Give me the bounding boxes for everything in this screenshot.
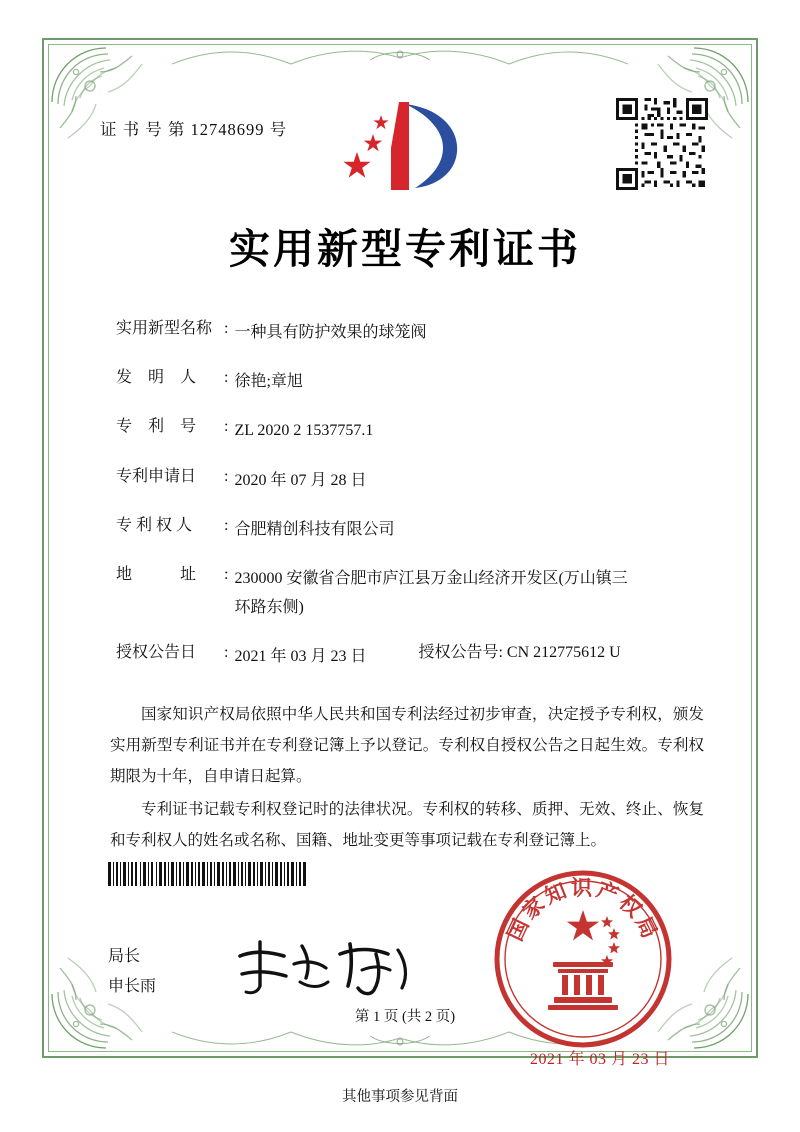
field-label: 发 明 人 [116,369,197,387]
field-label: 实用新型名称 [116,320,213,337]
certificate-number: 证 书 号 第 12748699 号 [100,120,288,139]
field-value-utility-model-name: 一种具有防护效果的球笼阀 [234,324,427,341]
svg-text:国家知识产权局: 国家知识产权局 [501,875,665,945]
field-value-patentee: 合肥精创科技有限公司 [234,520,395,538]
field-colon: : [224,516,229,534]
field-list [100,321,710,669]
field-colon: : [224,467,229,485]
qr-code-icon [616,98,708,190]
field-value-application-date: 2020 年 07 月 28 日 [234,471,367,489]
handwritten-signature-icon [230,930,430,1000]
certificate-header [100,92,710,202]
seal-date: 2021 年 03 月 23 日 [529,1051,670,1068]
field-label: 专利申请日 [116,467,197,485]
field-row-grant-announcement [116,645,710,668]
legal-text [100,699,710,856]
address-line-2: 环路东侧) [234,599,304,617]
field-label: 专 利 号 [116,418,197,436]
field-colon: : [224,565,229,583]
field-value-patent-number: ZL 2020 2 1537757.1 [234,422,374,440]
field-label-grant-number: 授权公告号: [418,644,503,662]
page-title: 实用新型专利证书 [229,225,581,273]
footer-note: 其他事项参见背面 [342,1089,458,1105]
field-row-application-date [116,469,710,492]
field-colon: : [224,369,229,387]
field-label-grant-date: 授权公告日 [116,644,197,662]
field-value-grant-number: CN 212775612 U [506,644,621,662]
legal-paragraph-2: 专利证书记载专利权登记时的法律状况。专利权的转移、质押、无效、终止、恢复和专利权人的姓名或名称、国籍、地址变更等事项记载在专利登记簿上。 [110,800,704,849]
page-number: 第 1 页 (共 2 页) [354,1009,456,1025]
field-label: 地 址 [116,565,197,583]
signature-block [108,942,156,1001]
field-row-patentee [116,518,710,541]
field-value-address [234,567,627,619]
certificate-content [100,92,710,1068]
field-colon: : [224,320,229,337]
legal-paragraph-1: 国家知识产权局依照中华人民共和国专利法经过初步审查，决定授予专利权，颁发实用新型专利证书并在专利登记簿上予以登记。专利权自授权公告之日起生效。专利权期限为十年，自申请日起算。 [110,705,704,785]
field-colon: : [224,644,229,662]
field-row-address [116,567,710,619]
field-row-inventor [116,370,710,393]
field-row-patent-number [116,419,710,442]
field-colon: : [224,418,229,436]
address-line-1: 230000 安徽省合肥市庐江县万金山经济开发区(万山镇三 [234,569,628,587]
director-title: 局长 [108,948,141,965]
director-name: 申长雨 [108,977,157,995]
barcode [108,862,308,886]
field-label: 专 利 权 人 [116,516,193,534]
field-value-inventor: 徐艳;章旭 [234,373,303,391]
field-value-grant-date: 2021 年 03 月 23 日 [234,648,367,666]
certificate-card [42,38,758,1068]
cnipa-logo-icon [335,94,475,198]
field-row-utility-model-name [116,321,710,344]
